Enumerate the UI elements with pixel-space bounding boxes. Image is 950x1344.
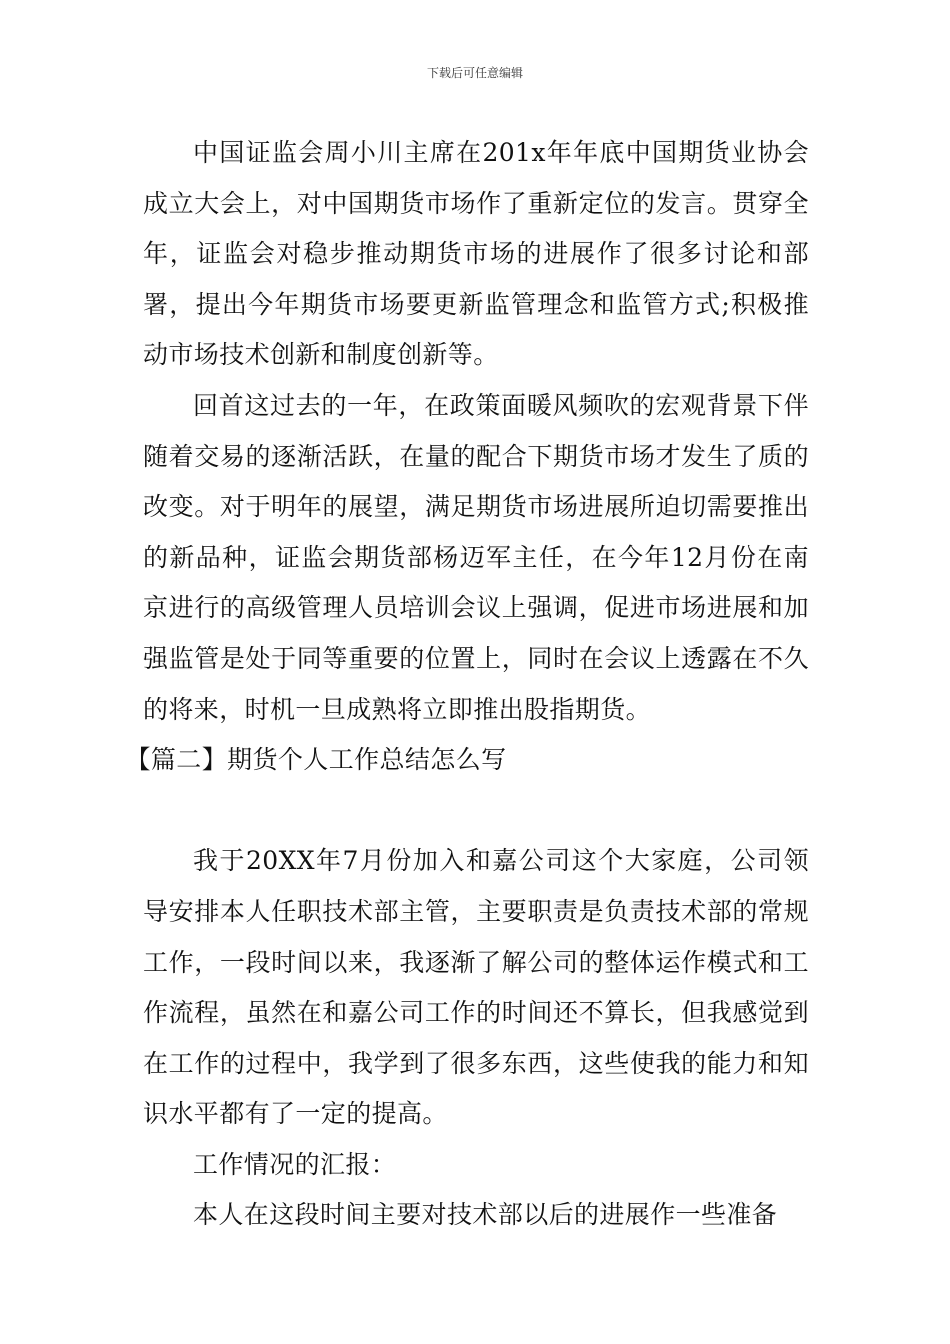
- paragraph-1: 中国证监会周小川主席在201x年年底中国期货业协会成立大会上，对中国期货市场作了重新定位的发言。贯穿全年，证监会对稳步推动期货市场的进展作了很多讨论和部署，提出今年期货市场要更新监管理念和监管方式;积极推动市场技术创新和制度创新等。: [143, 138, 809, 370]
- blank-line: [143, 786, 809, 837]
- page-header-note: 下载后可任意编辑: [426, 66, 523, 80]
- paragraph-3: 我于20XX年7月份加入和嘉公司这个大家庭，公司领导安排本人任职技术部主管，主要职责是负责技术部的常规工作，一段时间以来，我逐渐了解公司的整体运作模式和工作流程，虽然在和嘉公司工作的时间还不算长，但我感觉到在工作的过程中，我学到了很多东西，这些使我的能力和知识水平都有了一定的提高。: [143, 846, 809, 1129]
- paragraph-4: 工作情况的汇报：: [193, 1149, 397, 1179]
- document-body: [125, 128, 809, 1241]
- section-heading: 【篇二】期货个人工作总结怎么写: [125, 745, 507, 775]
- paragraph-2: 回首这过去的一年，在政策面暖风频吹的宏观背景下伴随着交易的逐渐活跃，在量的配合下期货市场才发生了质的改变。对于明年的展望，满足期货市场进展所迫切需要推出的新品种，证监会期货部杨迈军主任，在今年12月份在南京进行的高级管理人员培训会议上强调，促进市场进展和加强监管是处于同等重要的位置上，同时在会议上透露在不久的将来，时机一旦成熟将立即推出股指期货。: [143, 390, 809, 724]
- paragraph-5: 本人在这段时间主要对技术部以后的进展作一些准备: [193, 1200, 778, 1230]
